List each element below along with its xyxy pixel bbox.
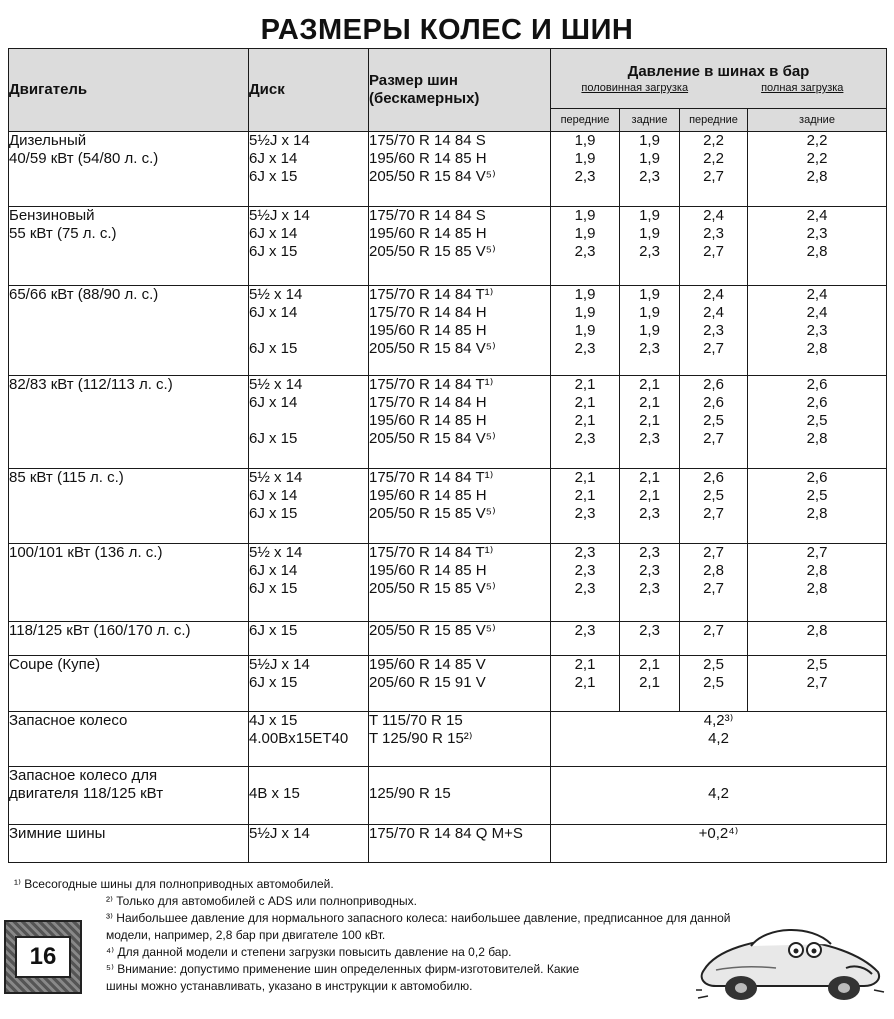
cell-line: 205/50 R 15 84 V⁵⁾ — [369, 430, 496, 447]
pressure-full-rear-cell — [748, 469, 887, 544]
pressure-full-front-cell — [680, 132, 748, 207]
cell-line: 1,9 — [639, 207, 660, 224]
cell-line: 2,5 — [806, 412, 828, 429]
cell-line: 195/60 R 14 85 H — [369, 150, 487, 167]
pressure-half-rear-cell — [620, 622, 680, 656]
engine-cell — [9, 544, 249, 622]
table-row — [9, 712, 887, 767]
cell-line: 175/70 R 14 84 Q M+S — [369, 825, 523, 842]
cell-line: 2,7 — [703, 622, 724, 639]
cell-line: 2,3 — [574, 340, 596, 357]
cell-line: 1,9 — [574, 207, 596, 224]
pressure-half-front-cell — [551, 207, 620, 286]
cell-line: 2,3 — [574, 544, 596, 561]
tire-size-cell — [369, 376, 551, 469]
engine-cell — [9, 207, 249, 286]
disk-cell — [249, 622, 369, 656]
page-number: 16 — [15, 936, 71, 978]
cell-line: 2,3 — [574, 168, 596, 185]
header-pressure-title: Давление в шинах в бар — [627, 63, 810, 80]
engine-cell — [9, 767, 249, 825]
pressure-full-rear-cell — [748, 207, 887, 286]
cell-line: двигателя 118/125 кВт — [9, 785, 164, 802]
header-tire-size — [369, 49, 551, 132]
cell-line: 2,8 — [703, 562, 724, 579]
cell-line: 175/70 R 14 84 S — [369, 207, 486, 224]
cell-line: 125/90 R 15 — [369, 785, 451, 802]
footnote-4: ⁴⁾ Для данной модели и степени загрузки повысить давление на 0,2 бар. — [106, 945, 512, 959]
cell-line: 195/60 R 14 85 H — [369, 487, 487, 504]
cell-line: 1,9 — [574, 150, 596, 167]
cell-line: 2,1 — [574, 412, 596, 429]
tire-size-cell — [369, 712, 551, 767]
cell-line: 6J x 15 — [249, 243, 298, 260]
cell-line: 2,6 — [806, 394, 828, 411]
cell-line: 4.00Bx15ET40 — [249, 730, 349, 747]
pressure-full-rear-cell — [748, 376, 887, 469]
cell-line: 205/50 R 15 84 V⁵⁾ — [369, 168, 496, 185]
cell-line: 6J x 14 — [249, 150, 298, 167]
cell-line: 2,6 — [806, 376, 828, 393]
table-row — [9, 286, 887, 376]
cell-line: 100/101 кВт (136 л. с.) — [9, 544, 163, 561]
cell-line: 5½J x 14 — [249, 656, 310, 673]
cell-line: 175/70 R 14 84 T¹⁾ — [369, 544, 494, 561]
pressure-half-front-cell — [551, 622, 620, 656]
cell-line: 5½ x 14 — [249, 286, 303, 303]
cell-line: 2,3 — [574, 562, 596, 579]
cell-line: 2,3 — [639, 580, 660, 597]
cell-line: 2,6 — [806, 469, 828, 486]
footnote-5: ⁵⁾ Внимание: допустимо применение шин определенных фирм-изготовителей. Какие — [106, 962, 580, 976]
tire-size-cell — [369, 286, 551, 376]
cell-line: 2,3 — [639, 622, 660, 639]
header-disk: Диск — [249, 49, 369, 132]
cell-line: 2,1 — [639, 469, 660, 486]
cell-line: 1,9 — [574, 225, 596, 242]
cell-line: 2,1 — [574, 674, 596, 691]
cell-line: 2,5 — [703, 656, 724, 673]
table-row — [9, 132, 887, 207]
pressure-full-rear-cell — [748, 622, 887, 656]
cell-line: 2,3 — [639, 168, 660, 185]
cell-line: 205/50 R 15 85 V⁵⁾ — [369, 622, 496, 639]
disk-cell — [249, 132, 369, 207]
cell-line: 195/60 R 14 85 H — [369, 412, 487, 429]
pressure-half-rear-cell — [620, 132, 680, 207]
cell-line: 175/70 R 14 84 H — [369, 394, 487, 411]
engine-cell — [9, 656, 249, 712]
footnote-5-cont: шины можно устанавливать, указано в инструкции к автомобилю. — [106, 979, 473, 993]
header-tire-size-line1: Размер шин — [369, 72, 458, 89]
cell-line: Запасное колесо для — [9, 767, 158, 784]
cell-line: 195/60 R 14 85 V — [369, 656, 486, 673]
cell-line: 2,3 — [639, 340, 660, 357]
cell-line: 2,8 — [806, 505, 828, 522]
disk-cell — [249, 712, 369, 767]
engine-cell — [9, 622, 249, 656]
cell-line: 1,9 — [574, 304, 596, 321]
cell-line: 4,2³⁾ — [703, 712, 734, 729]
cell-line: 2,4 — [806, 286, 828, 303]
cell-line — [551, 767, 886, 785]
tire-size-cell — [369, 469, 551, 544]
cell-line: 2,3 — [574, 505, 596, 522]
pressure-half-rear-cell — [620, 286, 680, 376]
tire-size-cell — [369, 544, 551, 622]
cell-line: T 125/90 R 15²⁾ — [369, 730, 473, 747]
cell-line: 1,9 — [574, 132, 596, 149]
header-full-front: передние — [680, 109, 748, 132]
cell-line: 205/50 R 15 84 V⁵⁾ — [369, 340, 496, 357]
pressure-half-rear-cell — [620, 656, 680, 712]
cell-line: 2,3 — [806, 225, 828, 242]
cell-line: 175/70 R 14 84 T¹⁾ — [369, 376, 494, 393]
cell-line: 5½J x 14 — [249, 207, 310, 224]
pressure-full-rear-cell — [748, 656, 887, 712]
cell-line: 6J x 15 — [249, 430, 298, 447]
cell-line: 2,6 — [703, 469, 724, 486]
tire-size-cell — [369, 767, 551, 825]
header-tire-size-line2: (бескамерных) — [369, 90, 480, 107]
cell-line: 2,1 — [574, 656, 596, 673]
cell-line: 6J x 15 — [249, 340, 298, 357]
cell-line: 205/50 R 15 85 V⁵⁾ — [369, 243, 496, 260]
cell-line: 2,3 — [703, 225, 724, 242]
cell-line: 2,1 — [639, 674, 660, 691]
table-row — [9, 825, 887, 863]
cell-line: 175/70 R 14 84 T¹⁾ — [369, 286, 494, 303]
cell-line: 205/50 R 15 85 V⁵⁾ — [369, 505, 496, 522]
cell-line: 6J x 14 — [249, 225, 298, 242]
header-engine: Двигатель — [9, 49, 249, 132]
cell-line: 82/83 кВт (112/113 л. с.) — [9, 376, 173, 393]
cell-line: 2,8 — [806, 622, 828, 639]
cell-line: 4J x 15 — [249, 712, 298, 729]
footnote-1: ¹⁾ Всесогодные шины для полноприводных автомобилей. — [14, 877, 334, 891]
pressure-full-rear-cell — [748, 544, 887, 622]
tire-size-cell — [369, 207, 551, 286]
cell-line: 5½ x 14 — [249, 376, 303, 393]
cell-line: 6J x 14 — [249, 562, 298, 579]
cell-line: 4,2 — [708, 730, 729, 747]
pressure-half-front-cell — [551, 544, 620, 622]
pressure-full-rear-cell — [748, 132, 887, 207]
cell-line: 2,8 — [806, 580, 828, 597]
cell-line: 195/60 R 14 85 H — [369, 322, 487, 339]
cell-line: 2,1 — [574, 487, 596, 504]
cell-line: 6J x 15 — [249, 622, 298, 639]
cell-line: 2,5 — [806, 487, 828, 504]
engine-cell — [9, 132, 249, 207]
cell-line: 2,4 — [703, 286, 724, 303]
cell-line: 118/125 кВт (160/170 л. с.) — [9, 622, 191, 639]
header-half-rear: задние — [620, 109, 680, 132]
pressure-half-rear-cell — [620, 544, 680, 622]
cell-line: 40/59 кВт (54/80 л. с.) — [9, 150, 159, 167]
cell-line — [249, 322, 368, 340]
disk-cell — [249, 825, 369, 863]
cell-line: 2,2 — [806, 132, 828, 149]
table-row — [9, 656, 887, 712]
cell-line: 2,7 — [806, 674, 828, 691]
page-title: РАЗМЕРЫ КОЛЕС И ШИН — [260, 14, 634, 46]
footnote-2: ²⁾ Только для автомобилей с ADS или полноприводных. — [106, 894, 418, 908]
cell-line: 2,5 — [806, 656, 828, 673]
cell-line: Coupe (Купе) — [9, 656, 101, 673]
pressure-full-front-cell — [680, 286, 748, 376]
pressure-merged-cell — [551, 767, 887, 825]
cell-line: 6J x 15 — [249, 674, 298, 691]
cell-line: 2,7 — [703, 243, 724, 260]
cell-line: 2,5 — [703, 487, 724, 504]
cell-line: 2,3 — [574, 580, 596, 597]
cell-line: 1,9 — [574, 322, 596, 339]
tire-size-cell — [369, 825, 551, 863]
cell-line: 2,3 — [574, 622, 596, 639]
cell-line: 195/60 R 14 85 H — [369, 562, 487, 579]
cell-line: 2,4 — [703, 304, 724, 321]
cell-line: Зимние шины — [9, 825, 106, 842]
pressure-full-rear-cell — [748, 286, 887, 376]
cell-line: 2,5 — [703, 412, 724, 429]
pressure-merged-cell — [551, 825, 887, 863]
cell-line: 205/60 R 15 91 V — [369, 674, 486, 691]
pressure-half-front-cell — [551, 376, 620, 469]
cell-line: 2,1 — [639, 487, 660, 504]
cell-line: 5½J x 14 — [249, 825, 310, 842]
engine-cell — [9, 376, 249, 469]
pressure-full-front-cell — [680, 469, 748, 544]
footnote-3: ³⁾ Наибольшее давление для нормального запасного колеса: наибольшее давление, предписанное для данной — [106, 911, 731, 925]
header-full-load: полная загрузка — [761, 82, 844, 94]
cell-line: 2,8 — [806, 562, 828, 579]
pressure-half-front-cell — [551, 469, 620, 544]
cell-line: 2,3 — [639, 562, 660, 579]
tire-size-cell — [369, 656, 551, 712]
cell-line: 2,3 — [639, 505, 660, 522]
tire-size-table — [8, 48, 887, 863]
cell-line: 205/50 R 15 85 V⁵⁾ — [369, 580, 496, 597]
cell-line: 2,3 — [703, 322, 724, 339]
cell-line: 195/60 R 14 85 H — [369, 225, 487, 242]
table-row — [9, 207, 887, 286]
header-full-rear: задние — [748, 109, 887, 132]
disk-cell — [249, 207, 369, 286]
cell-line: 85 кВт (115 л. с.) — [9, 469, 124, 486]
pressure-half-front-cell — [551, 286, 620, 376]
header-half-load: половинная загрузка — [581, 82, 689, 94]
cell-line: 6J x 14 — [249, 487, 298, 504]
pressure-half-rear-cell — [620, 376, 680, 469]
cell-line: 6J x 15 — [249, 168, 298, 185]
cell-line: 5½J x 14 — [249, 132, 310, 149]
cell-line — [249, 412, 368, 430]
cell-line: 2,5 — [703, 674, 724, 691]
pressure-full-front-cell — [680, 544, 748, 622]
cell-line: 2,3 — [806, 322, 828, 339]
cell-line: 6J x 14 — [249, 304, 298, 321]
cell-line: Запасное колесо — [9, 712, 128, 729]
cell-line: Дизельный — [9, 132, 87, 149]
cell-line: 2,1 — [574, 376, 596, 393]
cell-line: 2,1 — [639, 656, 660, 673]
pressure-half-front-cell — [551, 656, 620, 712]
engine-cell — [9, 825, 249, 863]
cell-line: 2,8 — [806, 243, 828, 260]
cell-line: 1,9 — [574, 286, 596, 303]
table-row — [9, 376, 887, 469]
cell-line: 1,9 — [639, 286, 660, 303]
cell-line: 4B x 15 — [249, 785, 300, 802]
header-half-front: передние — [551, 109, 620, 132]
disk-cell — [249, 544, 369, 622]
cell-line: 2,7 — [703, 505, 724, 522]
cell-line: 2,7 — [703, 168, 724, 185]
cell-line: 175/70 R 14 84 T¹⁾ — [369, 469, 494, 486]
cell-line — [369, 767, 550, 785]
cell-line: 1,9 — [639, 225, 660, 242]
cell-line: 2,3 — [574, 430, 596, 447]
pressure-half-front-cell — [551, 132, 620, 207]
table-row — [9, 469, 887, 544]
tire-size-cell — [369, 622, 551, 656]
footnote-3-cont: модели, например, 2,8 бар при двигателе 100 кВт. — [106, 928, 386, 942]
cell-line: 2,2 — [806, 150, 828, 167]
cell-line: 2,3 — [574, 243, 596, 260]
pressure-full-front-cell — [680, 207, 748, 286]
cell-line: 2,8 — [806, 340, 828, 357]
cell-line: 2,7 — [703, 430, 724, 447]
disk-cell — [249, 376, 369, 469]
pressure-full-front-cell — [680, 656, 748, 712]
cell-line: 2,7 — [703, 544, 724, 561]
cell-line: 2,6 — [703, 376, 724, 393]
cell-line: 2,1 — [639, 394, 660, 411]
cell-line: 2,8 — [806, 430, 828, 447]
cell-line: 2,2 — [703, 132, 724, 149]
pressure-full-front-cell — [680, 376, 748, 469]
page-number-box — [4, 920, 82, 994]
tire-size-cell — [369, 132, 551, 207]
cell-line: Бензиновый — [9, 207, 95, 224]
cell-line: 4,2 — [708, 785, 729, 802]
cell-line: 65/66 кВт (88/90 л. с.) — [9, 286, 159, 303]
cell-line: 2,1 — [639, 376, 660, 393]
cell-line: +0,2⁴⁾ — [698, 825, 739, 842]
engine-cell — [9, 286, 249, 376]
cell-line: 2,3 — [639, 243, 660, 260]
cell-line: 2,2 — [703, 150, 724, 167]
cell-line — [249, 767, 368, 785]
cell-line: 175/70 R 14 84 H — [369, 304, 487, 321]
engine-cell — [9, 712, 249, 767]
cell-line: 1,9 — [639, 322, 660, 339]
cell-line: 2,3 — [639, 430, 660, 447]
cell-line: 2,8 — [806, 168, 828, 185]
cell-line: T 115/70 R 15 — [369, 712, 463, 729]
cell-line: 2,7 — [703, 580, 724, 597]
disk-cell — [249, 767, 369, 825]
cell-line: 2,7 — [703, 340, 724, 357]
cartoon-car-illustration — [696, 920, 886, 1012]
cell-line: 2,3 — [639, 544, 660, 561]
pressure-half-rear-cell — [620, 469, 680, 544]
disk-cell — [249, 656, 369, 712]
table-body — [9, 132, 887, 863]
cell-line: 2,1 — [574, 469, 596, 486]
cell-line: 5½ x 14 — [249, 544, 303, 561]
engine-cell — [9, 469, 249, 544]
cell-line: 1,9 — [639, 304, 660, 321]
cell-line: 6J x 15 — [249, 505, 298, 522]
cell-line: 1,9 — [639, 132, 660, 149]
disk-cell — [249, 286, 369, 376]
table-row — [9, 544, 887, 622]
pressure-half-rear-cell — [620, 207, 680, 286]
cell-line: 175/70 R 14 84 S — [369, 132, 486, 149]
cell-line: 2,1 — [639, 412, 660, 429]
cell-line: 2,7 — [806, 544, 828, 561]
cell-line: 55 кВт (75 л. с.) — [9, 225, 117, 242]
cell-line: 5½ x 14 — [249, 469, 303, 486]
disk-cell — [249, 469, 369, 544]
table-row — [9, 622, 887, 656]
cell-line: 2,4 — [806, 304, 828, 321]
header-pressure — [551, 49, 887, 109]
cell-line: 2,4 — [806, 207, 828, 224]
cell-line: 6J x 14 — [249, 394, 298, 411]
cell-line: 6J x 15 — [249, 580, 298, 597]
cell-line: 2,1 — [574, 394, 596, 411]
table-row — [9, 767, 887, 825]
cell-line: 2,6 — [703, 394, 724, 411]
pressure-full-front-cell — [680, 622, 748, 656]
cell-line: 2,4 — [703, 207, 724, 224]
cell-line: 1,9 — [639, 150, 660, 167]
pressure-merged-cell — [551, 712, 887, 767]
